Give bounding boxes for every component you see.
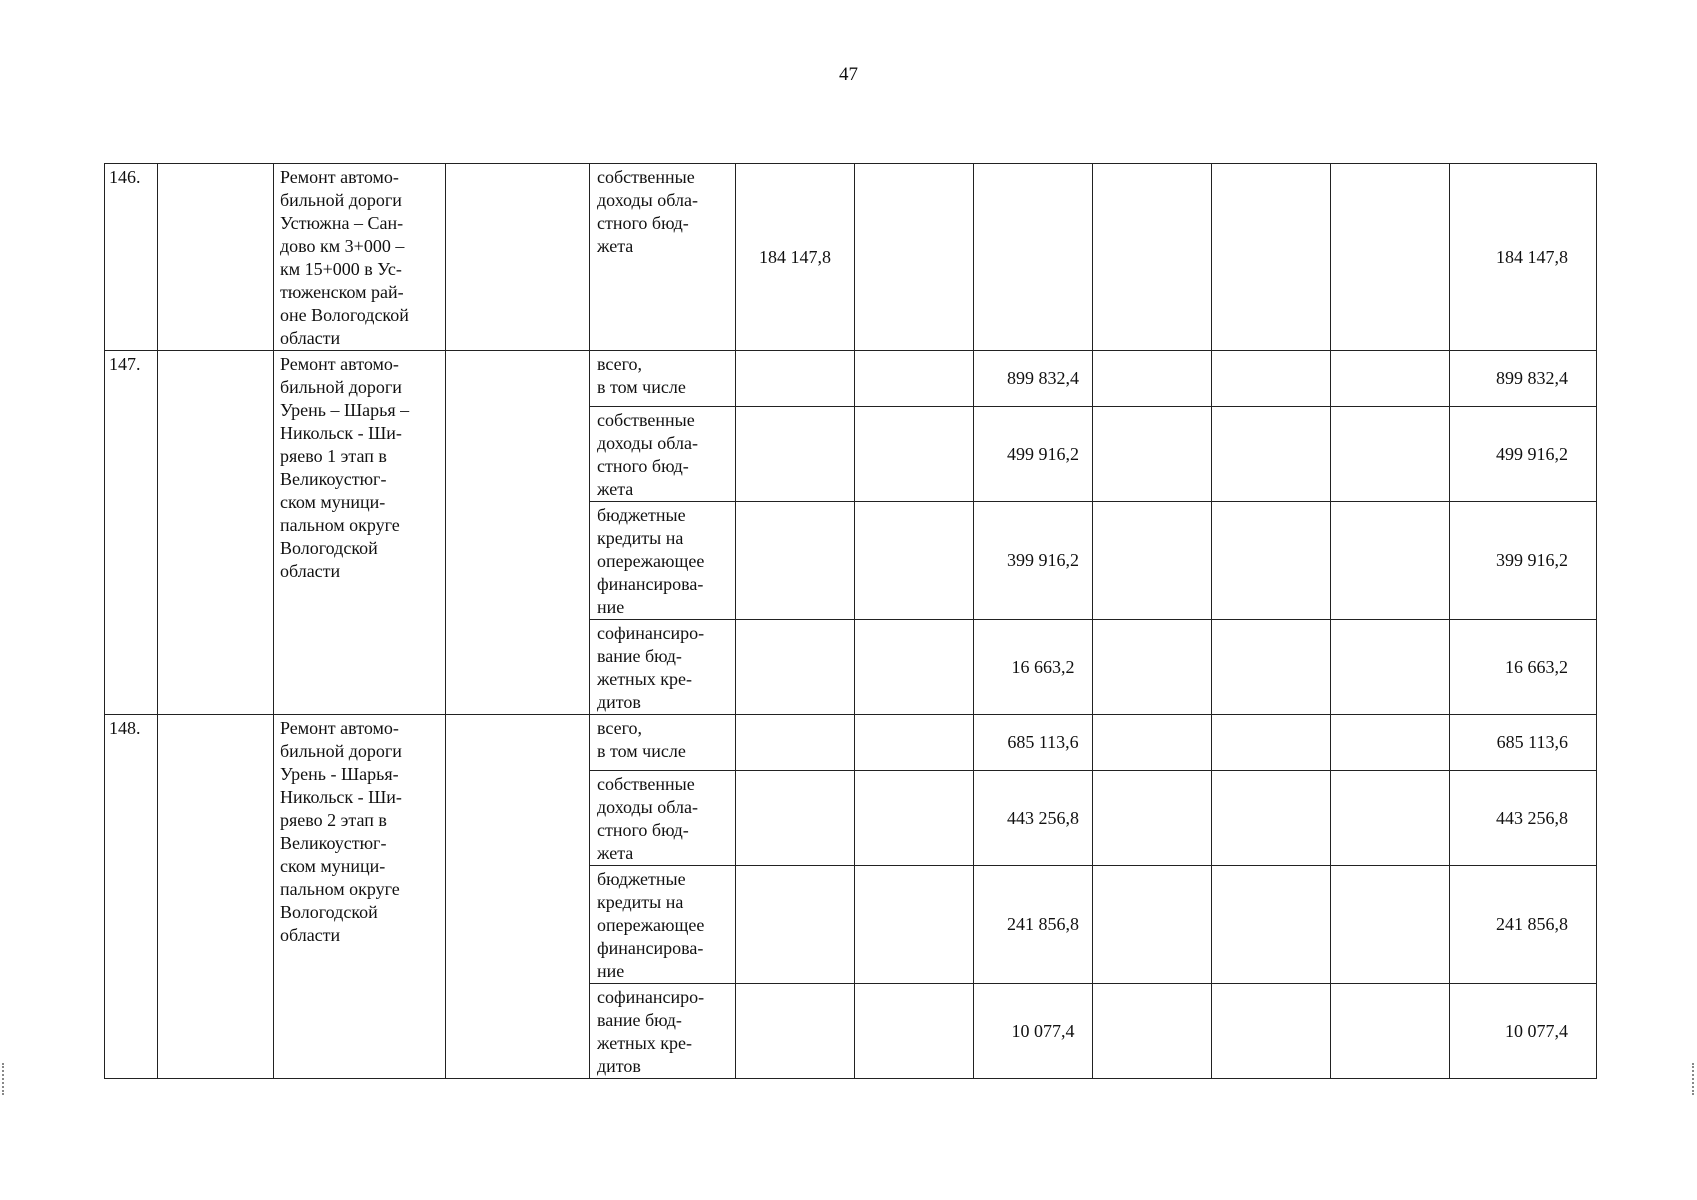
table-row (105, 351, 1597, 407)
empty-cell (1331, 620, 1450, 715)
empty-cell (1331, 771, 1450, 866)
object-name: Ремонт автомо- бильной дороги Устюжна – Сан- дово км 3+000 – км 15+000 в Ус- тюженском рай- оне Вологодской области (274, 164, 446, 351)
amount-cell (736, 866, 855, 984)
empty-cell (1331, 407, 1450, 502)
funding-source: бюджетные кредиты на опережающее финансирова- ние (590, 866, 736, 984)
amount-cell: 184 147,8 (736, 164, 855, 351)
total-cell: 241 856,8 (1450, 866, 1597, 984)
total-cell: 399 916,2 (1450, 502, 1597, 620)
financing-table (104, 163, 1597, 1079)
empty-cell (446, 164, 590, 351)
total-cell: 685 113,6 (1450, 715, 1597, 771)
amount-cell: 10 077,4 (974, 984, 1093, 1079)
amount-cell: 899 832,4 (974, 351, 1093, 407)
empty-cell (446, 351, 590, 715)
amount-cell (736, 620, 855, 715)
empty-cell (1212, 164, 1331, 351)
empty-cell (1331, 984, 1450, 1079)
empty-cell (446, 715, 590, 1079)
funding-source: софинансиро- вание бюд- жетных кре- дитов (590, 984, 736, 1079)
empty-cell (1093, 984, 1212, 1079)
total-cell: 899 832,4 (1450, 351, 1597, 407)
empty-cell (1093, 715, 1212, 771)
empty-cell (855, 164, 974, 351)
empty-cell (855, 771, 974, 866)
empty-cell (1212, 620, 1331, 715)
empty-cell (1212, 771, 1331, 866)
amount-cell: 499 916,2 (974, 407, 1093, 502)
total-cell: 10 077,4 (1450, 984, 1597, 1079)
empty-cell (855, 351, 974, 407)
funding-source: собственные доходы обла- стного бюд- жета (590, 407, 736, 502)
empty-cell (1212, 715, 1331, 771)
amount-cell (736, 502, 855, 620)
object-name: Ремонт автомо- бильной дороги Урень – Шарья – Никольск - Ши- ряево 1 этап в Великоустюг- ском муници- пальном округе Вологодской области (274, 351, 446, 715)
empty-cell (855, 502, 974, 620)
empty-cell (158, 715, 274, 1079)
empty-cell (158, 351, 274, 715)
empty-cell (1331, 351, 1450, 407)
empty-cell (1331, 164, 1450, 351)
empty-cell (855, 984, 974, 1079)
total-cell: 16 663,2 (1450, 620, 1597, 715)
funding-source: собственные доходы обла- стного бюд- жета (590, 771, 736, 866)
empty-cell (1212, 351, 1331, 407)
amount-cell (736, 771, 855, 866)
empty-cell (1212, 502, 1331, 620)
row-number: 146. (105, 164, 158, 351)
amount-cell: 399 916,2 (974, 502, 1093, 620)
empty-cell (1331, 715, 1450, 771)
empty-cell (1331, 866, 1450, 984)
object-name: Ремонт автомо- бильной дороги Урень - Шарья- Никольск - Ши- ряево 2 этап в Великоустюг- ском муници- пальном округе Вологодской области (274, 715, 446, 1079)
row-number: 148. (105, 715, 158, 1079)
empty-cell (855, 866, 974, 984)
empty-cell (974, 164, 1093, 351)
empty-cell (1093, 407, 1212, 502)
empty-cell (1212, 407, 1331, 502)
total-cell: 443 256,8 (1450, 771, 1597, 866)
total-cell: 499 916,2 (1450, 407, 1597, 502)
amount-cell: 443 256,8 (974, 771, 1093, 866)
table-row (105, 715, 1597, 771)
empty-cell (1093, 502, 1212, 620)
funding-source: собственные доходы обла- стного бюд- жета (590, 164, 736, 351)
empty-cell (1331, 502, 1450, 620)
amount-cell (736, 407, 855, 502)
empty-cell (1212, 984, 1331, 1079)
empty-cell (1093, 164, 1212, 351)
funding-source: бюджетные кредиты на опережающее финансирова- ние (590, 502, 736, 620)
page-number: 47 (839, 64, 858, 85)
amount-cell: 16 663,2 (974, 620, 1093, 715)
amount-cell (736, 715, 855, 771)
table-row (105, 164, 1597, 351)
amount-cell: 685 113,6 (974, 715, 1093, 771)
empty-cell (158, 164, 274, 351)
amount-cell (736, 351, 855, 407)
empty-cell (1212, 866, 1331, 984)
total-cell: 184 147,8 (1450, 164, 1597, 351)
funding-source: софинансиро- вание бюд- жетных кре- дитов (590, 620, 736, 715)
empty-cell (855, 407, 974, 502)
right-margin-mark (1692, 1063, 1695, 1095)
left-margin-mark (2, 1063, 5, 1095)
funding-source: всего, в том числе (590, 715, 736, 771)
empty-cell (1093, 771, 1212, 866)
funding-source: всего, в том числе (590, 351, 736, 407)
amount-cell: 241 856,8 (974, 866, 1093, 984)
empty-cell (1093, 620, 1212, 715)
empty-cell (1093, 866, 1212, 984)
amount-cell (736, 984, 855, 1079)
empty-cell (1093, 351, 1212, 407)
row-number: 147. (105, 351, 158, 715)
empty-cell (855, 715, 974, 771)
empty-cell (855, 620, 974, 715)
